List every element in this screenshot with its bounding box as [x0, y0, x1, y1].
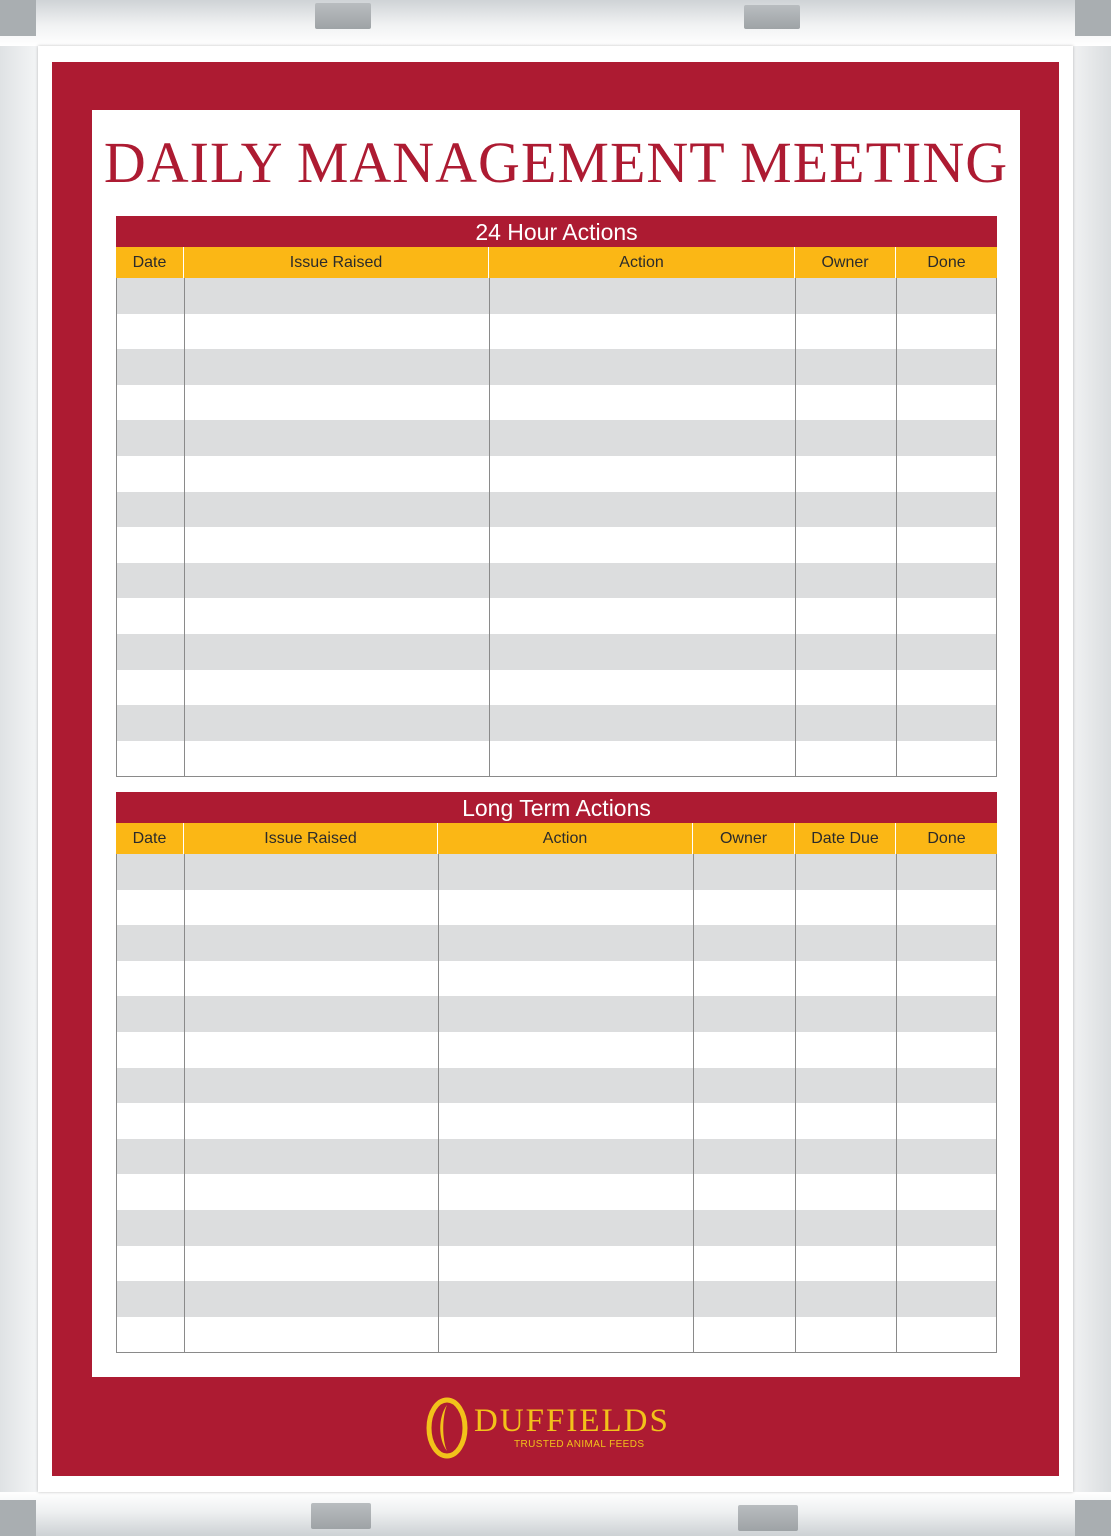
column-header-action: Action [488, 247, 794, 278]
table-row[interactable] [117, 1103, 996, 1139]
column-divider [438, 854, 439, 1352]
duffields-logo [426, 1395, 696, 1461]
table-row[interactable] [117, 961, 996, 997]
table-row[interactable] [117, 1068, 996, 1104]
frame-corner [1075, 1500, 1111, 1536]
table-row[interactable] [117, 1317, 996, 1353]
table-row[interactable] [117, 1281, 996, 1317]
frame-bottom-rail [0, 1492, 1111, 1536]
column-divider [184, 278, 185, 776]
column-header-issue: Issue Raised [183, 823, 437, 854]
table-row[interactable] [117, 1210, 996, 1246]
frame-top-rail [0, 0, 1111, 46]
table-row[interactable] [117, 1139, 996, 1175]
frame-corner [0, 0, 36, 36]
table-row[interactable] [117, 925, 996, 961]
column-header-date: Date [132, 254, 167, 271]
table-row[interactable] [117, 1246, 996, 1282]
column-divider [896, 278, 897, 776]
table-row[interactable] [117, 492, 996, 528]
table-row[interactable] [117, 385, 996, 421]
column-header-owner: Owner [692, 823, 794, 854]
column-header-owner: Owner [794, 247, 895, 278]
table-row[interactable] [117, 278, 996, 314]
table-body [116, 854, 997, 1353]
column-header-date: Date [132, 830, 167, 847]
table-row[interactable] [117, 563, 996, 599]
table-row[interactable] [117, 741, 996, 777]
table-row[interactable] [117, 349, 996, 385]
column-divider [795, 278, 796, 776]
table-row[interactable] [117, 1032, 996, 1068]
column-header-row [116, 823, 997, 854]
brand-tagline: TRUSTED ANIMAL FEEDS [514, 1439, 645, 1450]
column-header-row [116, 247, 997, 278]
long-term-actions-table [116, 792, 997, 1353]
column-header-issue: Issue Raised [183, 247, 488, 278]
table-body [116, 278, 997, 777]
table-row[interactable] [117, 314, 996, 350]
table-row[interactable] [117, 1174, 996, 1210]
table-row[interactable] [117, 527, 996, 563]
table-row[interactable] [117, 634, 996, 670]
table-row[interactable] [117, 854, 996, 890]
column-header-date-due: Date Due [794, 823, 895, 854]
table-row[interactable] [117, 890, 996, 926]
table-row[interactable] [117, 456, 996, 492]
frame-corner [0, 1500, 36, 1536]
short-term-actions-table [116, 216, 997, 777]
column-divider [184, 854, 185, 1352]
column-header-done: Done [895, 247, 997, 278]
table-row[interactable] [117, 705, 996, 741]
duffields-emblem-icon [426, 1397, 468, 1459]
frame-clip [315, 3, 371, 29]
frame-clip [744, 5, 800, 29]
board-title: DAILY MANAGEMENT MEETING [103, 130, 1009, 195]
column-divider [693, 854, 694, 1352]
table-row[interactable] [117, 670, 996, 706]
column-divider [489, 278, 490, 776]
frame-corner [1075, 0, 1111, 36]
section-title: Long Term Actions [116, 792, 997, 823]
table-row[interactable] [117, 996, 996, 1032]
column-header-action: Action [437, 823, 692, 854]
section-title: 24 Hour Actions [116, 216, 997, 247]
column-divider [795, 854, 796, 1352]
column-header-done: Done [895, 823, 997, 854]
brand-name: DUFFIELDS [474, 1403, 670, 1439]
frame-clip [738, 1505, 798, 1531]
table-row[interactable] [117, 420, 996, 456]
frame-clip [311, 1503, 371, 1529]
column-divider [896, 854, 897, 1352]
table-row[interactable] [117, 598, 996, 634]
